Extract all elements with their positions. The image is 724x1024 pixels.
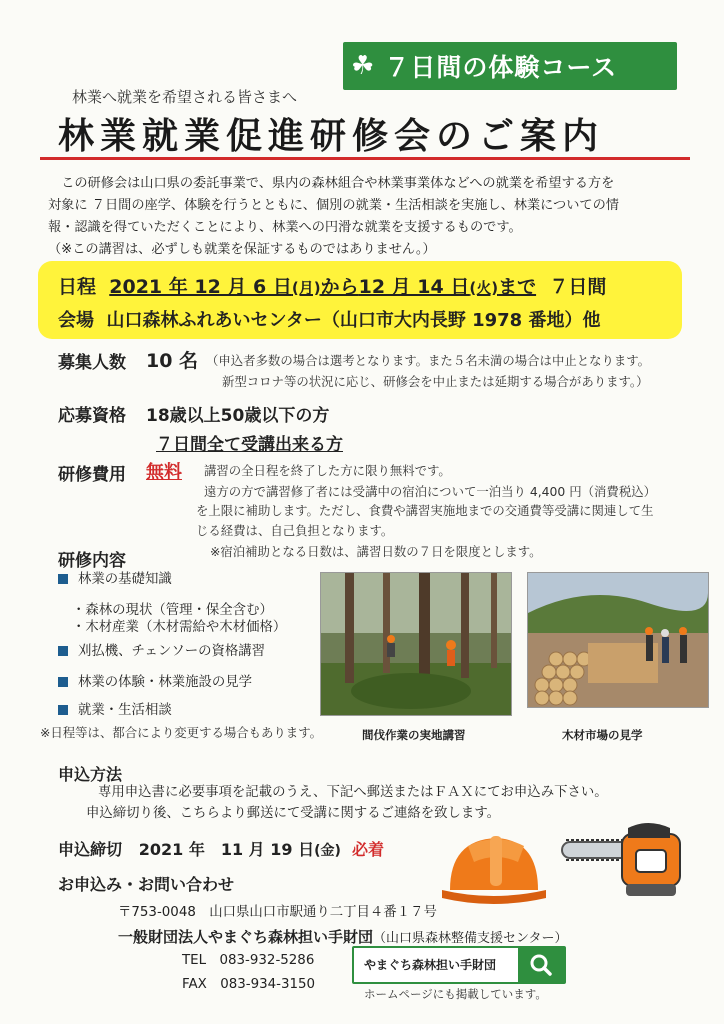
deadline-must: 必着 <box>352 840 385 859</box>
contact-fax: FAX 083-934-3150 <box>182 977 316 992</box>
fee-note: 講習の全日程を終了した方に限り無料です。 <box>204 463 451 478</box>
venue <box>58 306 600 332</box>
recruit-note: （申込者多数の場合は選考となります。また５名未満の場合は中止となります。 <box>206 353 651 368</box>
course-badge <box>343 42 677 90</box>
photo-thinning <box>320 572 512 716</box>
subtitle: 林業へ就業を希望される皆さまへ <box>72 88 298 106</box>
photo-timber-market <box>527 572 709 708</box>
fee-note: ※宿泊補助となる日数は、講習日数の７日を限度とします。 <box>210 544 542 559</box>
bullet-square <box>58 646 68 656</box>
intro-line: 報・認識を得ていただくことにより、林業への円滑な就業を支援するものです。 <box>48 220 522 235</box>
deadline-date: 2021 年 11 月 19 日 <box>138 840 315 859</box>
contact-label: お申込み・お問い合わせ <box>58 875 235 894</box>
fee-note: じる経費は、自己負担となります。 <box>196 523 394 538</box>
deadline <box>58 837 384 860</box>
helmet-illustration <box>438 826 548 916</box>
schedule-start-dow: (月) <box>291 279 321 297</box>
venue-label: 会場 <box>58 310 94 331</box>
recruit-value: 10 名 <box>146 350 199 372</box>
contact-address: 〒753-0048 山口県山口市駅通り二丁目４番１７号 <box>118 905 437 920</box>
page-title: 林業就業促進研修会のご案内 <box>58 116 605 157</box>
content-item: 就業・生活相談 <box>58 699 172 718</box>
apply-label: 申込方法 <box>58 765 123 784</box>
bullet-square <box>58 705 68 715</box>
intro-line: この研修会は山口県の委託事業で、県内の森林組合や林業事業体などへの就業を希望する方を <box>61 176 615 191</box>
qualification-label: 応募資格 <box>58 406 126 426</box>
intro <box>48 173 688 261</box>
fee-note: 遠方の方で講習修了者には受講中の宿泊について一泊当り 4,400 円（消費税込） <box>204 484 656 499</box>
content-item: 林業の体験・林業施設の見学 <box>58 671 252 690</box>
content-label: 研修内容 <box>58 551 126 571</box>
search-text: やまぐち森林担い手財団 <box>364 958 497 972</box>
fee-label: 研修費用 <box>58 465 126 485</box>
bullet-square <box>58 677 68 687</box>
deadline-label: 申込締切 <box>58 840 123 859</box>
fee-value: 無料 <box>146 462 182 483</box>
contact-tel: TEL 083-932-5286 <box>182 953 315 968</box>
caption-thinning: 間伐作業の実地講習 <box>362 728 466 742</box>
caption-timber-market: 木材市場の見学 <box>562 728 643 742</box>
search-box[interactable] <box>352 946 566 984</box>
schedule-days: ７日間 <box>549 276 607 298</box>
search-button[interactable] <box>518 948 564 982</box>
search-note: ホームページにも掲載しています。 <box>364 987 547 1001</box>
apply-line: 専用申込書に必要事項を記載のうえ、下記へ郵送またはＦＡＸにてお申込み下さい。 <box>98 785 608 800</box>
content-footnote: ※日程等は、都合により変更する場合もあります。 <box>40 725 322 740</box>
qualification-line: ７日間全て受講出来る方 <box>156 435 343 455</box>
bullet-square <box>58 574 68 584</box>
schedule-label: 日程 <box>58 276 97 298</box>
schedule-from: から <box>320 276 359 298</box>
intro-line: 対象に ７日間の座学、体験を行うとともに、個別の就業・生活相談を実施し、林業についての情 <box>48 198 619 213</box>
title-underline <box>40 157 690 160</box>
intro-note: （※この講習は、必ずしも就業を保証するものではありません。） <box>48 242 436 257</box>
fee-note: を上限に補助します。ただし、食費や講習実施地までの交通費等受講に関連して生 <box>196 503 654 518</box>
venue-value: 山口森林ふれあいセンター（山口市大内長野 1978 番地）他 <box>106 310 601 331</box>
schedule-end: 12 月 14 日 <box>358 276 470 298</box>
recruit-note: 新型コロナ等の状況に応じ、研修会を中止または延期する場合があります。） <box>222 374 649 389</box>
schedule <box>58 272 606 299</box>
chainsaw-illustration <box>558 820 688 924</box>
content-item: 刈払機、チェンソーの資格講習 <box>58 640 265 659</box>
recruit-label: 募集人数 <box>58 353 126 373</box>
search-icon <box>518 948 564 982</box>
content-subitem: ・木材産業（木材需給や木材価格） <box>72 620 287 635</box>
deadline-dow: (金) <box>314 843 341 859</box>
apply-line: 申込締切り後、こちらより郵送にて受講に関するご連絡を致します。 <box>86 806 501 821</box>
schedule-start: 2021 年 12 月 6 日 <box>109 276 292 298</box>
qualification-line: 18歳以上50歳以下の方 <box>146 406 330 426</box>
content-item: 林業の基礎知識 <box>58 568 172 587</box>
clover-icon: ☘ <box>351 51 375 81</box>
schedule-end-dow: (火) <box>469 279 499 297</box>
badge-text: ７日間の体験コース <box>384 53 618 82</box>
schedule-until: まで <box>498 276 537 298</box>
content-subitem: ・森林の現状（管理・保全含む） <box>72 603 273 618</box>
contact-org: 一般財団法人やまぐち森林担い手財団（山口県森林整備支援センター） <box>118 928 568 946</box>
